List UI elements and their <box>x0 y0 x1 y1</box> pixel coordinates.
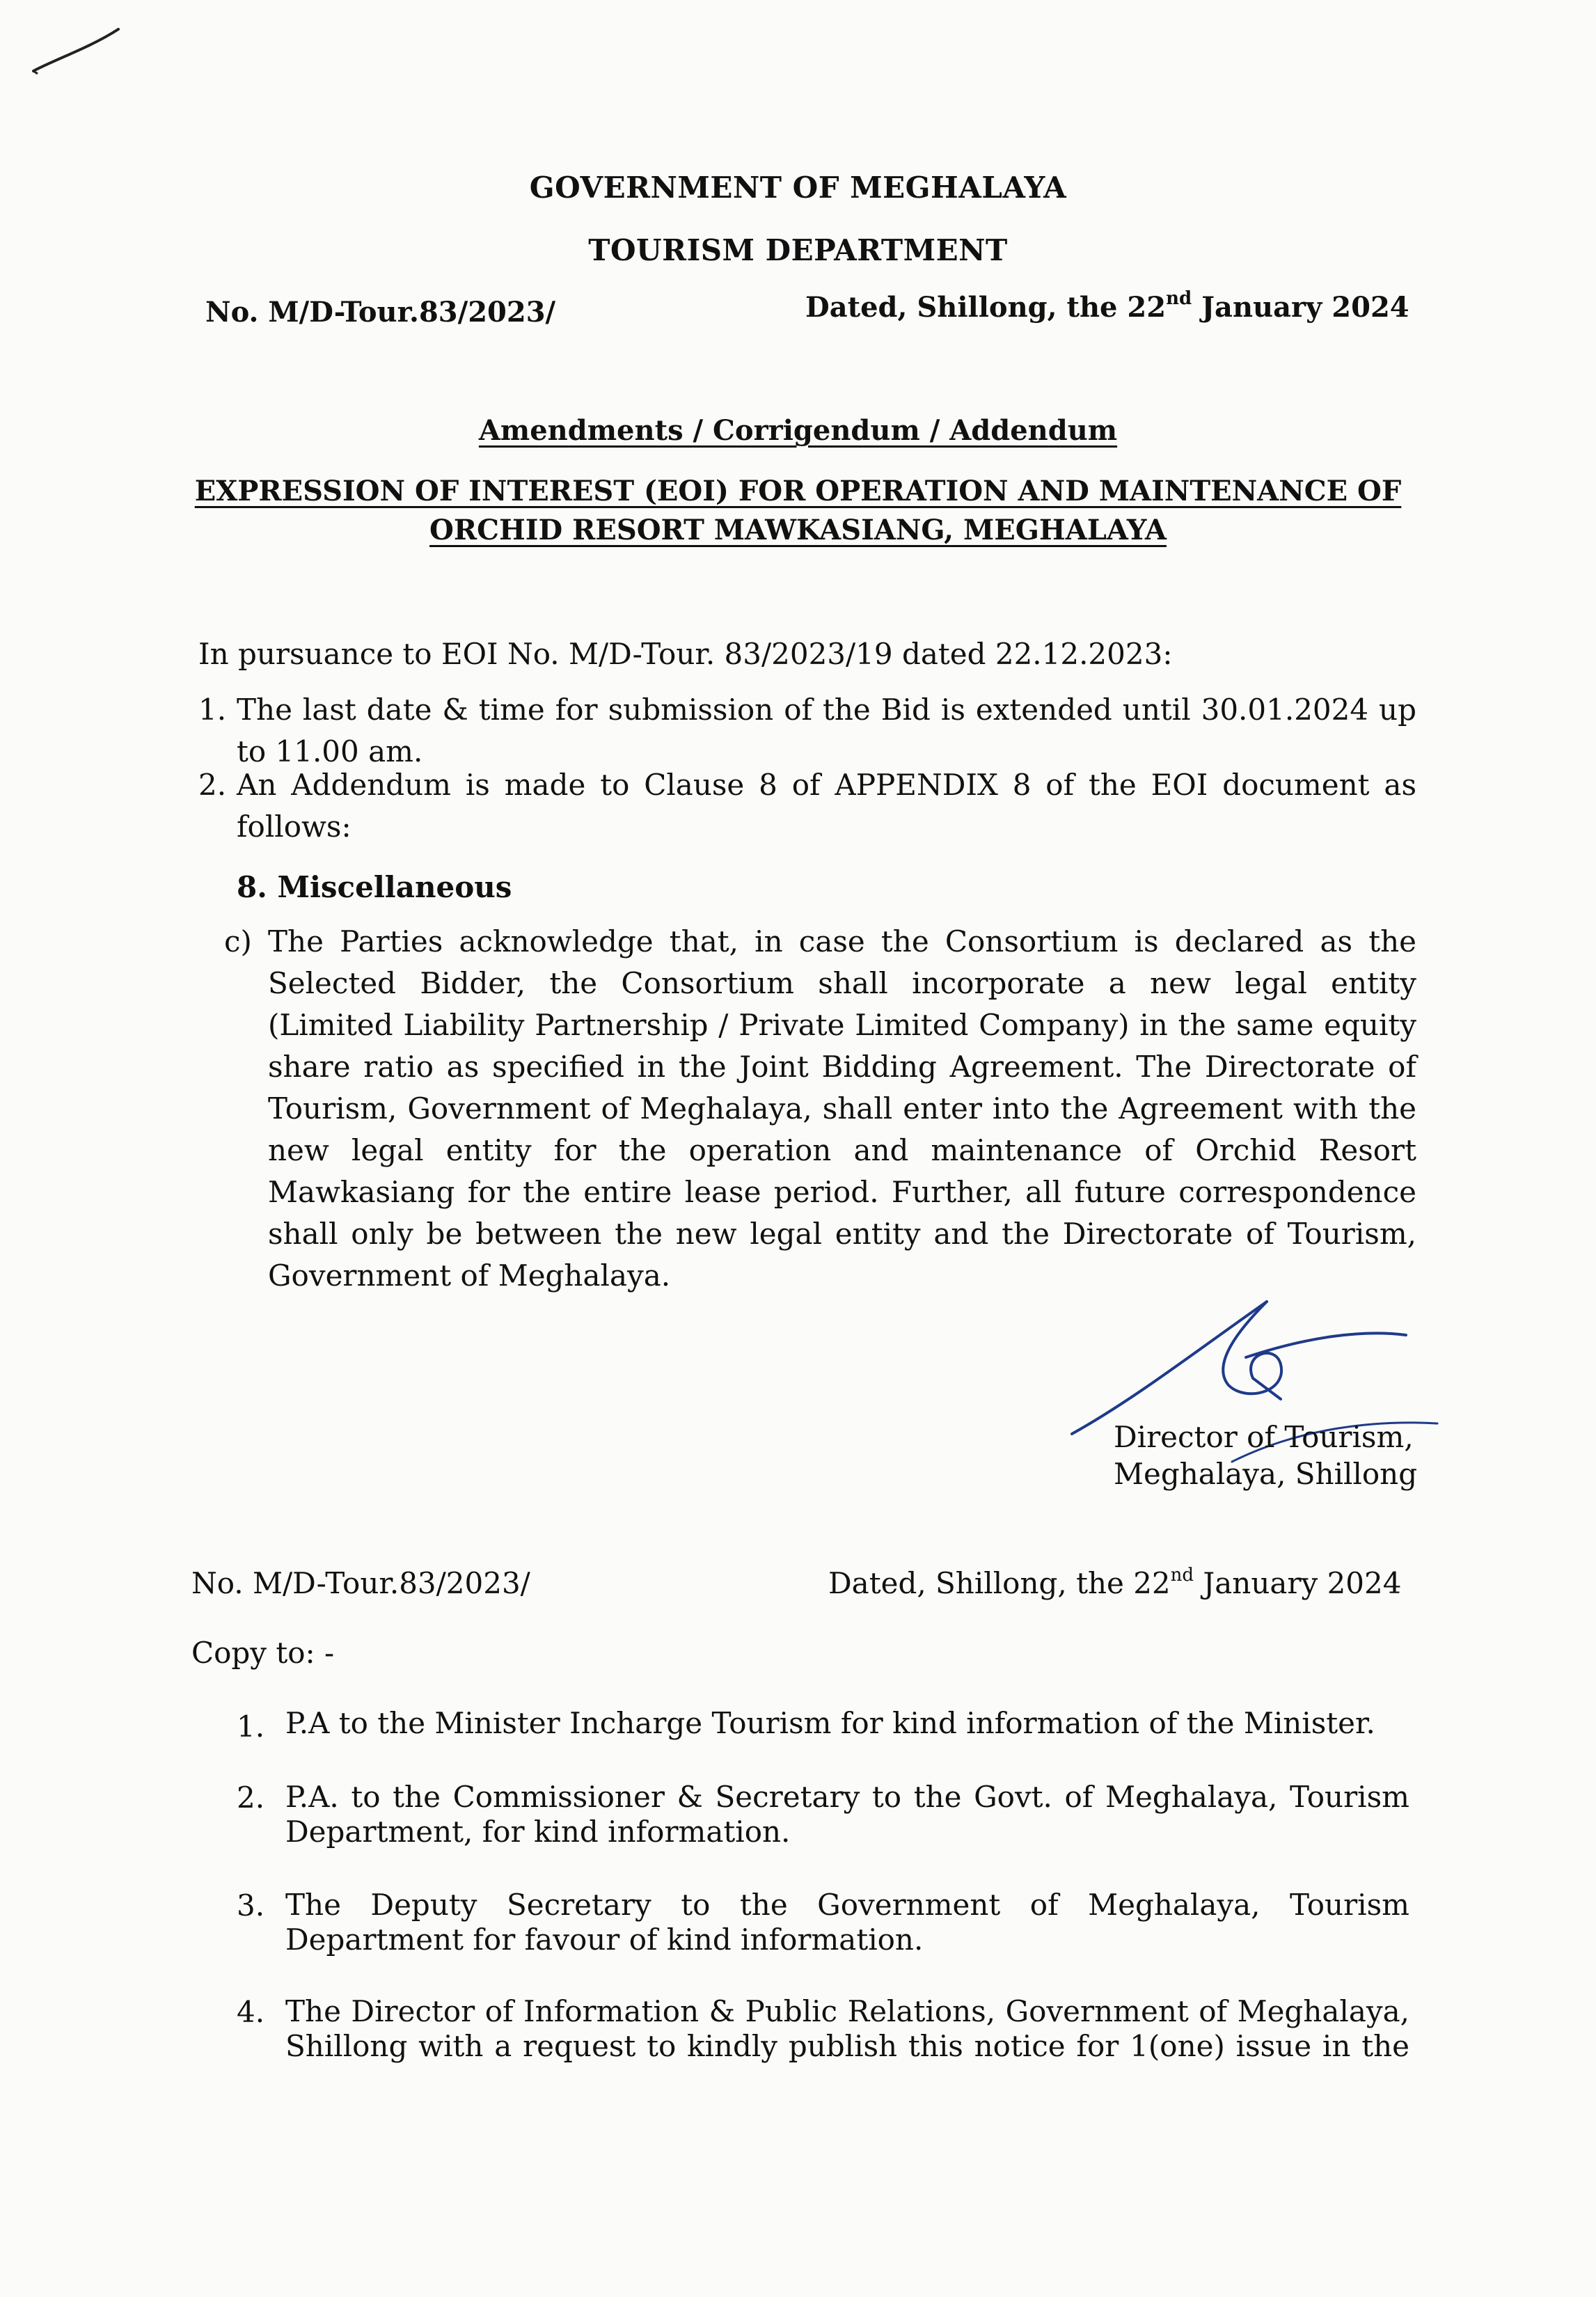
pen-mark-icon <box>28 21 125 84</box>
copy-item-text: P.A. to the Commissioner & Secretary to the Govt. of Meghalaya, Tourism Department, for kind information. <box>285 1780 1409 1849</box>
clause-c <box>224 921 1416 1297</box>
government-heading: GOVERNMENT OF MEGHALAYA <box>529 171 1067 205</box>
copy-date-suffix: January 2024 <box>1194 1566 1402 1600</box>
copy-item-number: 3. <box>237 1888 265 1923</box>
amendments-subheading: Amendments / Corrigendum / Addendum <box>478 414 1118 447</box>
signatory-line-1: Director of Tourism, <box>1114 1420 1414 1454</box>
subheading-wrap <box>0 414 1596 447</box>
copy-item-number: 2. <box>237 1781 265 1815</box>
item-number: 1. <box>198 693 227 727</box>
copy-item-text: The Director of Information & Public Relations, Government of Meghalaya, Shillong with a request to kindly publish this notice for 1(one) issue in the <box>285 1994 1409 2063</box>
copy-item <box>237 1780 1409 1849</box>
copy-item <box>237 1706 1409 1744</box>
copy-item-number: 4. <box>237 1995 265 2029</box>
item-text: An Addendum is made to Clause 8 of APPENDIX 8 of the EOI document as follows: <box>237 768 1416 844</box>
eoi-title-line-2: ORCHID RESORT MAWKASIANG, MEGHALAYA <box>429 514 1167 546</box>
copy-item <box>237 1994 1409 2064</box>
numbered-item <box>198 764 1416 848</box>
clause-text: The Parties acknowledge that, in case the Consortium is declared as the Selected Bidder, the Consortium shall incorporate a new legal entity (Limited Liability Partnership / Private Limited Company) in the same equity share ratio as specified in the Joint Bidding Agreement. The Directorate of Tourism, Government of Meghalaya, shall enter into the Agreement with the new legal entity for the operation and maintenance of Orchid Resort Mawkasiang for the entire lease period. Further, all future correspondence shall only be between the new legal entity and the Directorate of Tourism, Government of Meghalaya. <box>268 924 1416 1293</box>
signatory-line-2: Meghalaya, Shillong <box>1114 1457 1418 1491</box>
date-prefix: Dated, Shillong, the 22 <box>805 291 1167 324</box>
copy-item <box>237 1888 1409 1957</box>
copy-date-superscript: nd <box>1170 1565 1194 1586</box>
date-suffix: January 2024 <box>1192 291 1409 324</box>
section-heading-miscellaneous: 8. Miscellaneous <box>237 870 512 904</box>
reference-number: No. M/D-Tour.83/2023/ <box>205 296 556 329</box>
intro-paragraph: In pursuance to EOI No. M/D-Tour. 83/2023/19 dated 22.12.2023: <box>198 637 1173 671</box>
copy-date-prefix: Dated, Shillong, the 22 <box>828 1566 1171 1600</box>
clause-label: c) <box>224 924 252 958</box>
copy-item-text: The Deputy Secretary to the Government of Meghalaya, Tourism Department for favour of kind information. <box>285 1888 1409 1957</box>
title-line-1-wrap <box>0 475 1596 507</box>
dated-line <box>805 288 1409 324</box>
copy-reference-number: No. M/D-Tour.83/2023/ <box>191 1566 530 1600</box>
item-number: 2. <box>198 768 227 802</box>
copy-item-number: 1. <box>237 1710 265 1744</box>
date-superscript: nd <box>1166 288 1192 309</box>
title-line-2-wrap <box>0 514 1596 546</box>
department-heading: TOURISM DEPARTMENT <box>588 233 1008 267</box>
eoi-title-line-1: EXPRESSION OF INTEREST (EOI) FOR OPERATION AND MAINTENANCE OF <box>194 475 1402 507</box>
copy-item-text: P.A to the Minister Incharge Tourism for kind information of the Minister. <box>285 1706 1375 1740</box>
item-text: The last date & time for submission of the Bid is extended until 30.01.2024 up to 11.00 am. <box>237 693 1416 768</box>
copy-to-label: Copy to: - <box>191 1636 335 1670</box>
numbered-item <box>198 689 1416 773</box>
copy-dated-line <box>828 1563 1401 1604</box>
